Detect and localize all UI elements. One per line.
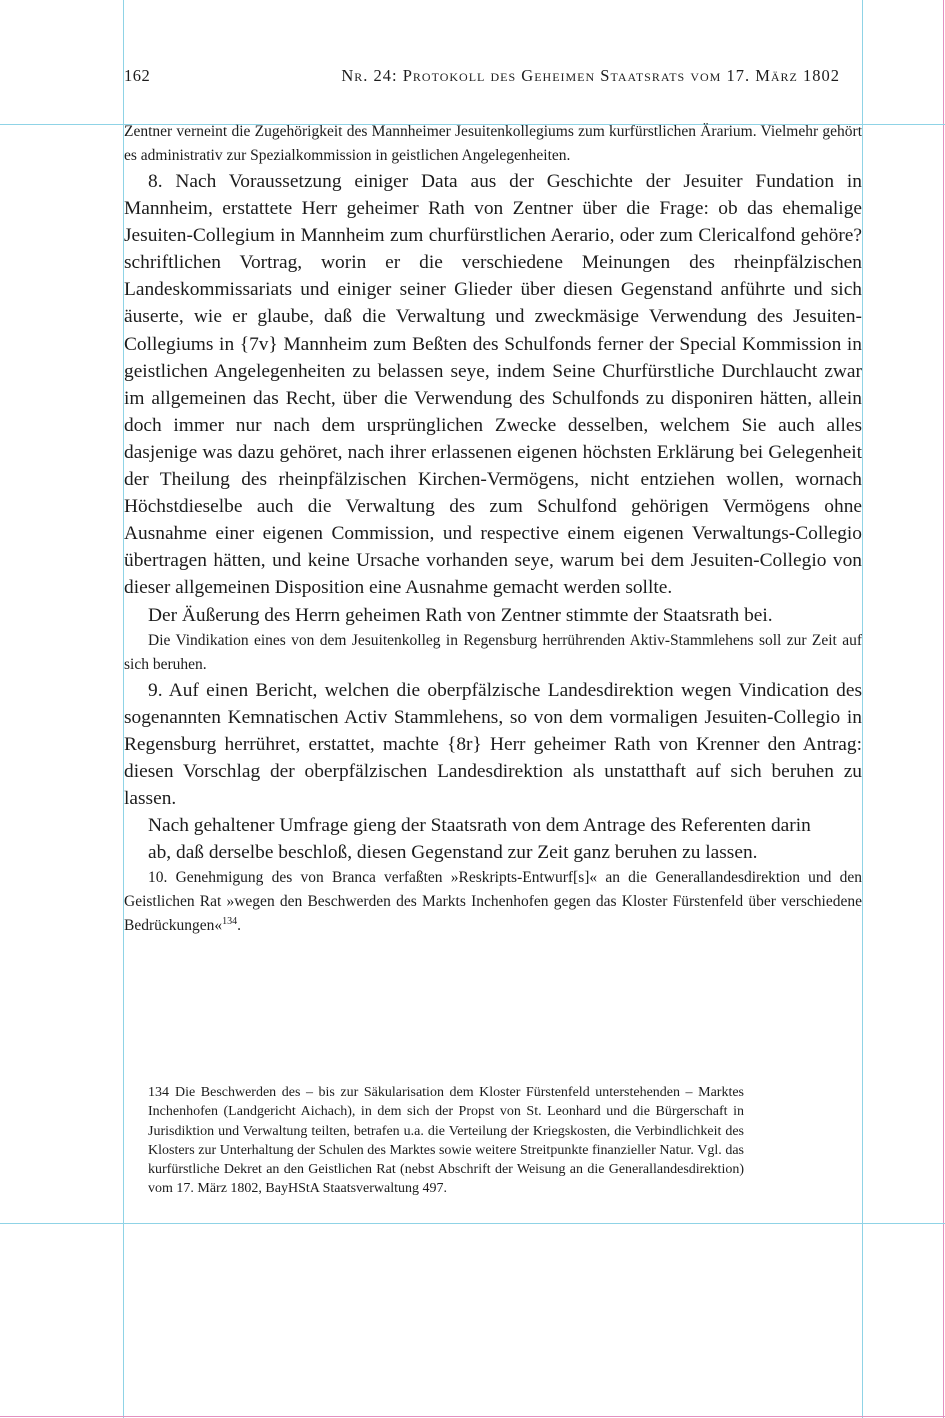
paragraph-8: 8. Nach Voraussetzung einiger Data aus der Geschichte der Jesuiter Fundation in Mannheim, erstattete Herr geheimer Rath von Zentner über die Frage: ob das ehemalige Jesuiten-Collegium in Mannheim zum churfürstlichen Aerario, oder zum Clericalfond gehöre? schriftlichen Vortrag, worin er die verschiedene Meinungen des rheinpfälzischen Landeskommissariats und einiger seiner Glieder über diesen Gegenstand anführte und sich äuserte, wie er glaube, daß die Verwaltung und zweckmäsige Verwendung des Jesuiten-Collegiums in {7v} Mannheim zum Beßten des Schulfonds ferner der Special Kommission in geistlichen Angelegenheiten zu belassen seye, indem Seine Churfürstliche Durchlaucht zwar im allgemeinen das Recht, über die Verwendung des Schulfonds zu disponiren hätten, allein doch immer nur nach dem ursprünglichen Zwecke desselben, welchem Sie auch alles dasjenige was dazu gehöret, nach ihrer erlassenen eigenen höchsten Erklärung bei Gelegenheit der Theilung des rheinpfälzischen Kirchen-Vermögens, nicht entziehen wollen, wornach Höchstdieselbe auch die Verwaltung des zum Schulfond gehörigen Vermögens ohne Ausnahme einer eigenen Commission, und respective einem eigenen Verwaltungs-Collegio übertragen hätten, und keine Ursache vorhanden seye, warum bei dem Jesuiten-Collegio von dieser allgemeinen Disposition eine Ausnahme gemacht werden sollte. (124, 171, 862, 599)
footnote-number: 134 (148, 1085, 169, 1100)
running-header (124, 66, 840, 90)
regest-10-end: . (237, 917, 242, 935)
page-edge-bottom (0, 1416, 945, 1417)
main-text (124, 120, 862, 938)
footnote-text: Die Beschwerden des – bis zur Säkularisation dem Kloster Fürstenfeld unterstehenden – Marktes Inchenhofen (Landgericht Aichach), in dem sich der Propst von St. Leonhard und die Bürgerschaft in Jurisdiktion und Verwaltung teilten, betrafen u.a. die Verteilung der Kriegskosten, die Verbindlichkeit des Klosters zur Unterhaltung der Schulen des Marktes sowie weitere Streitpunkte finanzieller Natur. Vgl. das kurfürstliche Dekret an den Geistlichen Rat (nebst Abschrift der Weisung an die Generallandesdirektion) vom 17. März 1802, BayHStA Staatsverwaltung 497. (148, 1085, 744, 1197)
margin-guide-bottom (0, 1223, 945, 1224)
decision-9: Nach gehaltener Umfrage gieng der Staatsrath von dem Antrage des Referenten darin ab, daß derselbe beschloß, diesen Gegenstand zur Zeit ganz beruhen zu lassen. (148, 815, 811, 864)
regest-10-text: 10. Genehmigung des von Branca verfaßten »Reskripts-Entwurf[s]« an die Generallandesdirektion und den Geistlichen Rat »wegen den Beschwerden des Markts Inchenhofen gegen das Kloster Fürstenfeld über verschiedene Bedrückungen« (124, 869, 862, 935)
page-edge-right (943, 0, 944, 1418)
regest-8: Zentner verneint die Zugehörigkeit des Mannheimer Jesuitenkollegiums zum kurfürstlichen Ärarium. Vielmehr gehört es administrativ zur Spezialkommission in geistlichen Angelegenheiten. (124, 123, 862, 164)
regest-10 (124, 866, 862, 938)
page-number: 162 (124, 66, 151, 85)
footnote (148, 1083, 744, 1199)
regest-9: Die Vindikation eines von dem Jesuitenkolleg in Regensburg herrührenden Aktiv-Stammlehens soll zur Zeit auf sich beruhen. (124, 631, 862, 673)
running-title: Nr. 24: Protokoll des Geheimen Staatsrats vom 17. März 1802 (341, 66, 840, 85)
margin-guide-right (862, 0, 863, 1418)
paragraph-9: 9. Auf einen Bericht, welchen die oberpfälzische Landesdirektion wegen Vindication des sogenannten Kemnatischen Activ Stammlehens, so von dem vormaligen Jesuiten-Collegio in Regensburg herrühret, erstattet, machte {8r} Herr geheimer Rath von Krenner den Antrag: diesen Vorschlag der oberpfälzischen Landesdirektion als unstatthaft auf sich beruhen zu lassen. (124, 679, 862, 809)
footnote-reference[interactable]: 134 (222, 916, 238, 928)
decision-8: Der Äußerung des Herrn geheimen Rath von Zentner stimmte der Staatsrath bei. (148, 604, 773, 626)
